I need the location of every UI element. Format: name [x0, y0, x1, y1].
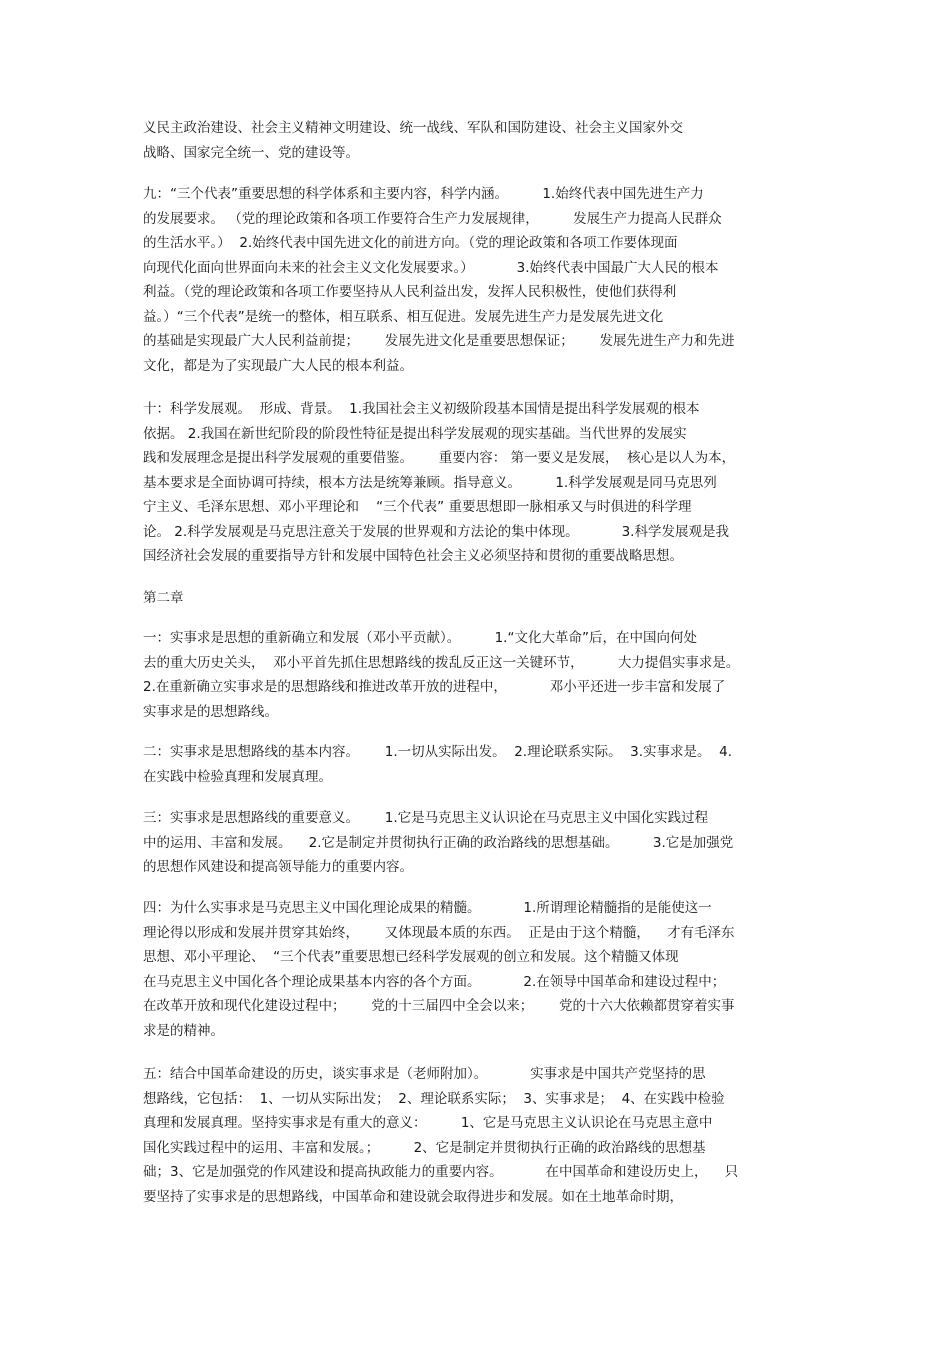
text-line: 的发展要求。 （党的理论政策和各项工作要符合生产力发展规律， 发展生产力提高人民群众 — [143, 210, 722, 227]
text-line: 四：为什么实事求是马克思主义中国化理论成果的精髓。 1.所谓理论精髓指的是能使这一 — [143, 900, 712, 916]
text-line: 二：实事求是思想路线的基本内容。 1.一切从实际出发。 2.理论联系实际。 3.实事求是。 4. — [143, 744, 733, 760]
text-line: 论。 2.科学发展观是马克思注意关于发展的世界观和方法论的集中体现。 3.科学发展观是我 — [143, 523, 729, 540]
text-line: 依据。 2.我国在新世纪阶段的阶段性特征是提出科学发展观的现实基础。当代世界的发展实 — [143, 425, 687, 442]
text-line: 践和发展理念是提出科学发展观的重要借鉴。 重要内容： 第一要义是发展， 核心是以人为本， — [143, 450, 736, 466]
text-line: 一：实事求是思想的重新确立和发展（邓小平贡献）。 1.“文化大革命”后，在中国向何处 — [143, 630, 697, 646]
text-line: 义民主政治建设、社会主义精神文明建设、统一战线、军队和国防建设、社会主义国家外交 — [143, 120, 683, 136]
text-line: 的生活水平。） 2.始终代表中国先进文化的前进方向。（党的理论政策和各项工作要体现面 — [143, 235, 678, 251]
text-line: 益。）“三个代表”是统一的整体，相互联系、相互促进。发展先进生产力是发展先进文化 — [143, 308, 664, 325]
text-line: 国经济社会发展的重要指导方针和发展中国特色社会主义必须坚持和贯彻的重要战略思想。 — [143, 548, 683, 564]
text-line: 第二章 — [143, 590, 184, 606]
text-line: 十：科学发展观。 形成、背景。 1.我国社会主义初级阶段基本国情是提出科学发展观的根本 — [143, 401, 700, 417]
text-line: 九：“三个代表”重要思想的科学体系和主要内容，科学内涵。 1.始终代表中国先进生产力 — [143, 186, 704, 202]
text-line: 的基础是实现最广大人民利益前提； 发展先进文化是重要思想保证； 发展先进生产力和先进 — [143, 333, 735, 349]
text-line: 思想、邓小平理论、 “三个代表”重要思想已经科学发展观的创立和发展。这个精髓又体现 — [143, 949, 679, 965]
text-line: 在马克思主义中国化各个理论成果基本内容的各个方面。 2.在领导中国革命和建设过程中； — [143, 973, 726, 990]
text-line: 真理和发展真理。坚持实事求是有重大的意义： 1、它是马克思主义认识论在马克思主意中 — [143, 1115, 713, 1131]
text-line: 去的重大历史关头， 邓小平首先抓住思想路线的拨乱反正这一关键环节， 大力提倡实事求是。 — [143, 654, 740, 671]
text-line: 战略、国家完全统一、党的建设等。 — [143, 144, 359, 161]
text-line: 础；3、它是加强党的作风建设和提高执政能力的重要内容。 在中国革命和建设历史上， 只 — [143, 1164, 739, 1180]
text-line: 利益。（党的理论政策和各项工作要坚持从人民利益出发，发挥人民积极性，使他们获得利 — [143, 284, 677, 300]
text-line: 文化，都是为了实现最广大人民的根本利益。 — [143, 357, 413, 374]
text-line: 宁主义、毛泽东思想、邓小平理论和 “三个代表” 重要思想即一脉相承又与时俱进的科学理 — [143, 499, 692, 515]
text-line: 想路线，它包括： 1、一切从实际出发； 2、理论联系实际； 3、实事求是； 4、在实践中检验 — [143, 1090, 725, 1107]
text-line: 2.在重新确立实事求是的思想路线和推进改革开放的进程中， 邓小平还进一步丰富和发展了 — [143, 679, 726, 695]
text-line: 在改革开放和现代化建设过程中； 党的十三届四中全会以来； 党的十六大依赖都贯穿着实事 — [143, 998, 735, 1014]
text-line: 向现代化面向世界面向未来的社会主义文化发展要求。） 3.始终代表中国最广大人民的根本 — [143, 259, 719, 276]
text-line: 国化实践过程中的运用、丰富和发展。； 2、它是制定并贯彻执行正确的政治路线的思想基 — [143, 1139, 706, 1156]
text-line: 基本要求是全面协调可持续，根本方法是统筹兼顾。指导意义。 1.科学发展观是同马克思列 — [143, 474, 717, 491]
text-line: 实事求是的思想路线。 — [143, 703, 278, 720]
text-line: 理论得以形成和发展并贯穿其始终， 又体现最本质的东西。 正是由于这个精髓， 才有毛泽东 — [143, 924, 735, 941]
text-line: 五：结合中国革命建设的历史，谈实事求是（老师附加）。 实事求是中国共产党坚持的思 — [143, 1066, 706, 1082]
text-line: 三：实事求是思想路线的重要意义。 1.它是马克思主义认识论在马克思主义中国化实践过程 — [143, 810, 709, 826]
text-line: 的思想作风建设和提高领导能力的重要内容。 — [143, 859, 413, 875]
text-line: 中的运用、丰富和发展。 2.它是制定并贯彻执行正确的政治路线的思想基础。 3.它是加强党 — [143, 834, 734, 851]
text-line: 要坚持了实事求是的思想路线，中国革命和建设就会取得进步和发展。如在土地革命时期， — [143, 1188, 683, 1205]
text-line: 在实践中检验真理和发展真理。 — [143, 768, 332, 785]
text-line: 求是的精神。 — [143, 1022, 224, 1039]
